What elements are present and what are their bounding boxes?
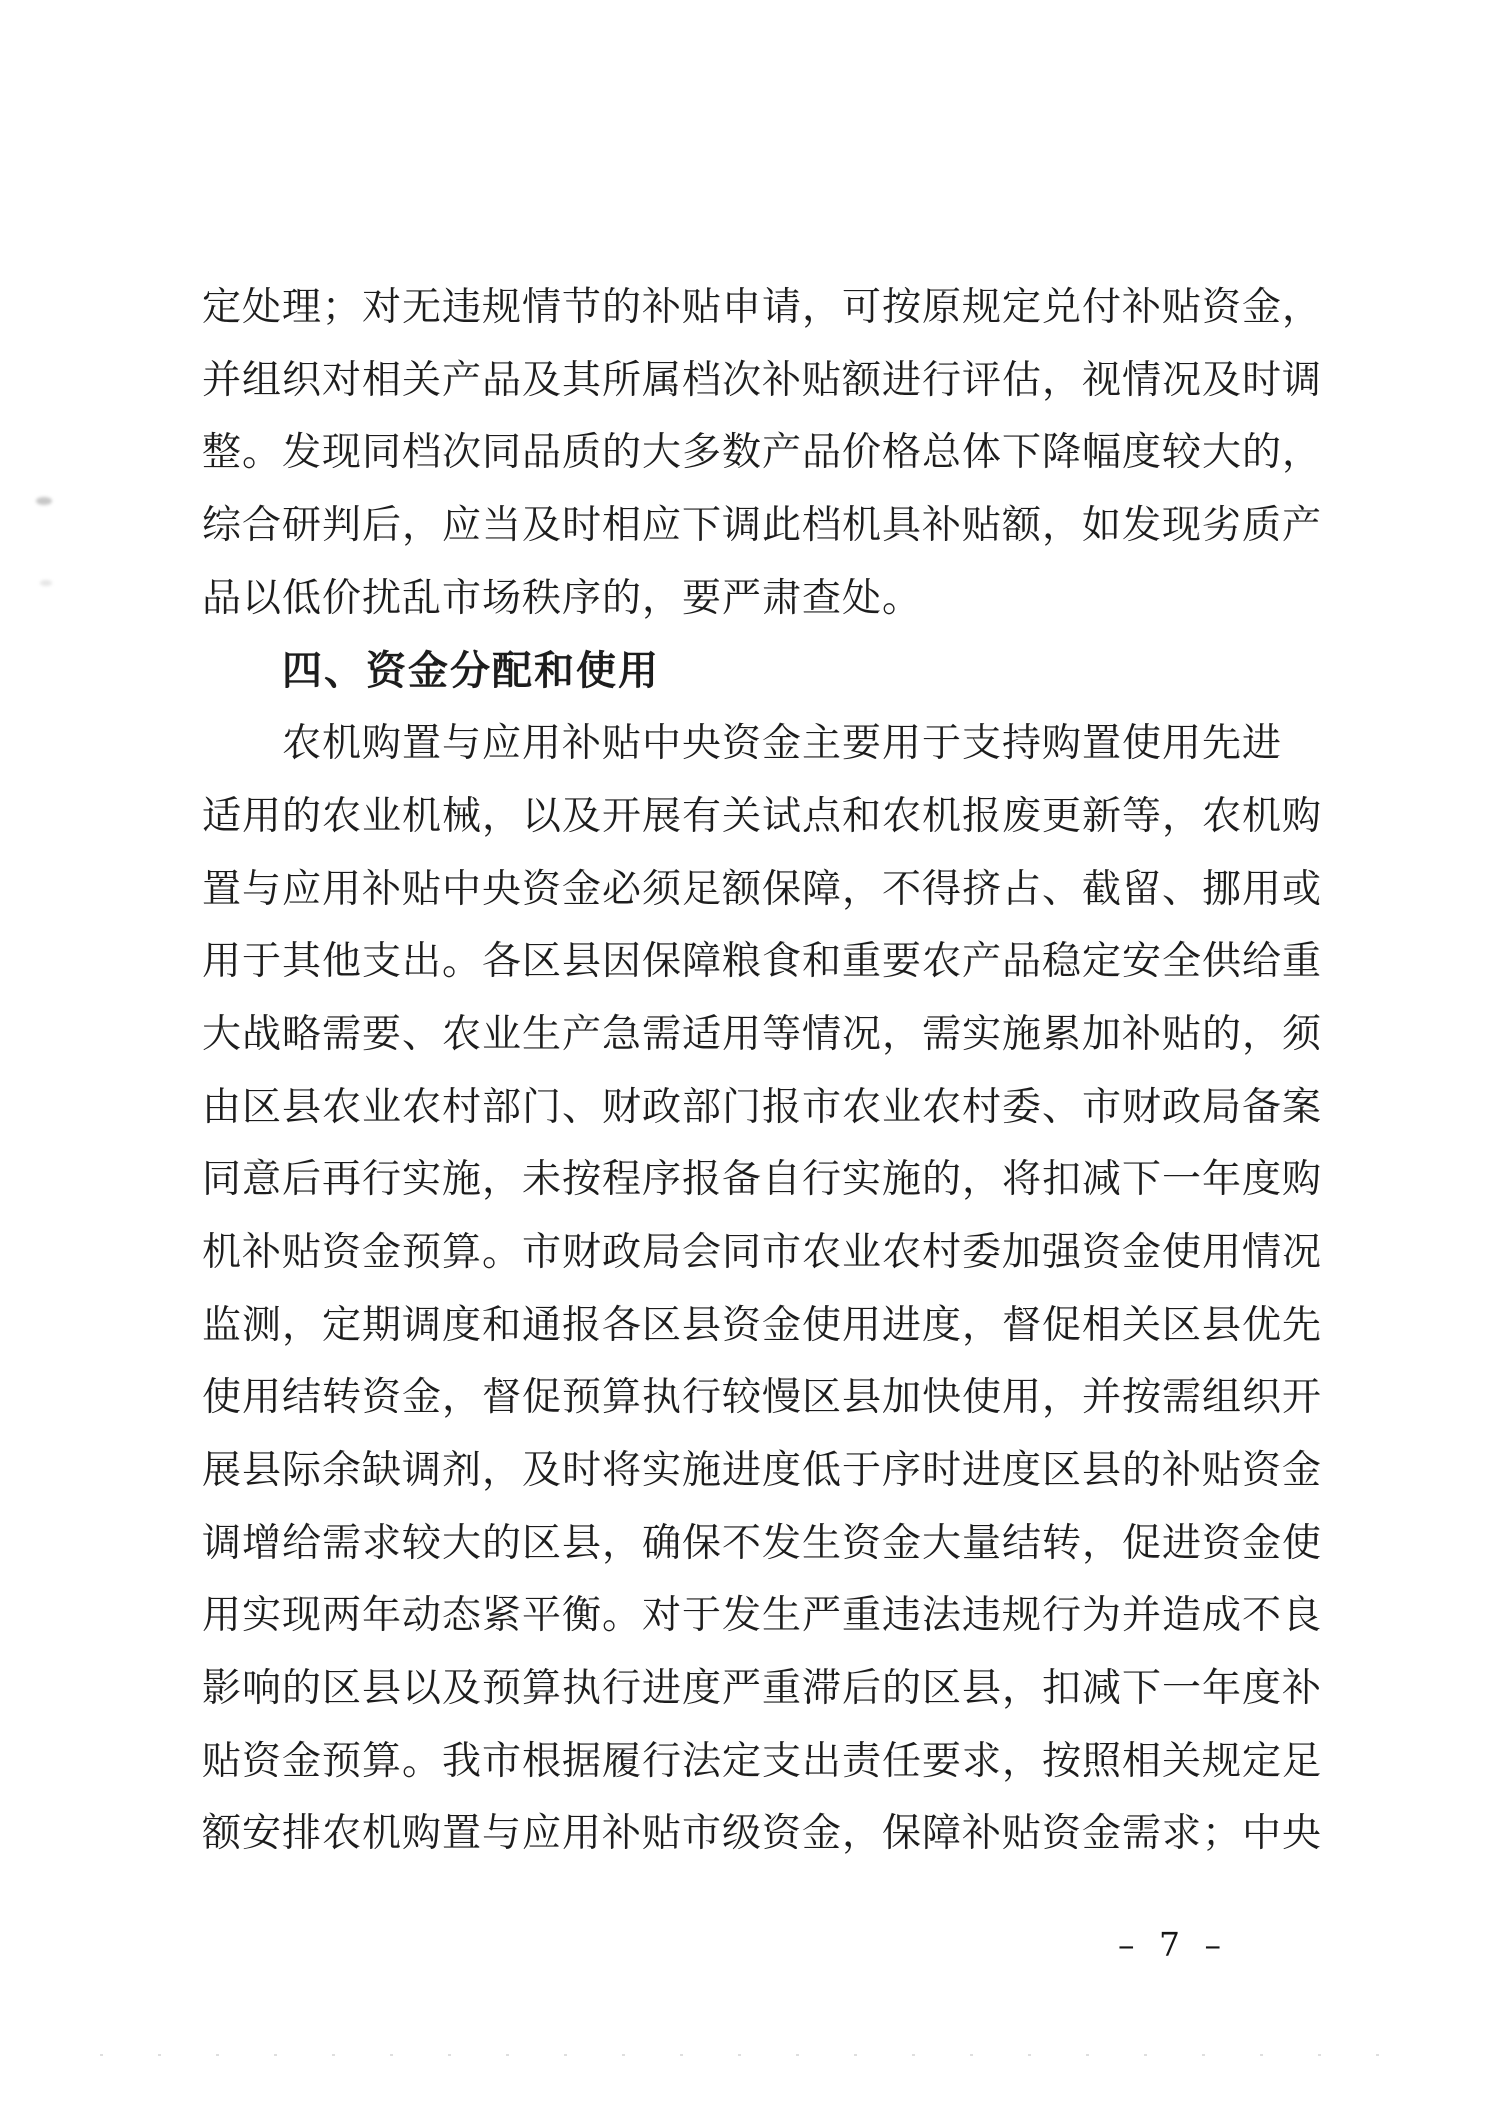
text-line: 机补贴资金预算。市财政局会同市农业农村委加强资金使用情况: [202, 1229, 1323, 1275]
text-line: 置与应用补贴中央资金必须足额保障，不得挤占、截留、挪用或: [202, 866, 1323, 912]
text-line: 适用的农业机械，以及开展有关试点和农机报废更新等，农机购: [202, 793, 1323, 839]
paragraph-first-line: 农机购置与应用补贴中央资金主要用于支持购置使用先进: [282, 721, 1283, 767]
text-line: 监测，定期调度和通报各区县资金使用进度，督促相关区县优先: [202, 1302, 1323, 1348]
text-line: 调增给需求较大的区县，确保不发生资金大量结转，促进资金使: [202, 1520, 1323, 1566]
page-number: – 7 –: [1118, 1925, 1228, 1964]
text-line: 用于其他支出。各区县因保障粮食和重要农产品稳定安全供给重: [202, 939, 1323, 985]
text-line: 使用结转资金，督促预算执行较慢区县加快使用，并按需组织开: [202, 1375, 1323, 1421]
text-line: 由区县农业农村部门、财政部门报市农业农村委、市财政局备案: [202, 1084, 1323, 1130]
scan-smudge-artifact: [36, 497, 52, 505]
text-line: 品以低价扰乱市场秩序的，要严肃查处。: [202, 575, 923, 621]
text-line: 定处理；对无违规情节的补贴申请，可按原规定兑付补贴资金，: [202, 285, 1323, 330]
text-line: 展县际余缺调剂，及时将实施进度低于序时进度区县的补贴资金: [202, 1448, 1323, 1493]
section-heading: 四、资金分配和使用: [282, 649, 660, 694]
text-line: 综合研判后，应当及时相应下调此档机具补贴额，如发现劣质产: [202, 503, 1323, 549]
text-line: 同意后再行实施，未按程序报备自行实施的，将扣减下一年度购: [202, 1157, 1323, 1203]
text-line: 用实现两年动态紧平衡。对于发生严重违法违规行为并造成不良: [202, 1593, 1323, 1639]
text-line: 大战略需要、农业生产急需适用等情况，需实施累加补贴的，须: [202, 1011, 1323, 1057]
scan-speckle-artifact: [100, 2054, 1430, 2056]
text-line: 并组织对相关产品及其所属档次补贴额进行评估，视情况及时调: [202, 357, 1323, 403]
text-line: 影响的区县以及预算执行进度严重滞后的区县，扣减下一年度补: [202, 1666, 1323, 1712]
text-line: 贴资金预算。我市根据履行法定支出责任要求，按照相关规定足: [202, 1738, 1323, 1784]
document-body: [202, 272, 1334, 1871]
text-line: 额安排农机购置与应用补贴市级资金，保障补贴资金需求；中央: [202, 1811, 1323, 1857]
scan-smudge-artifact: [40, 580, 52, 586]
text-line: 整。发现同档次同品质的大多数产品价格总体下降幅度较大的，: [202, 430, 1323, 476]
